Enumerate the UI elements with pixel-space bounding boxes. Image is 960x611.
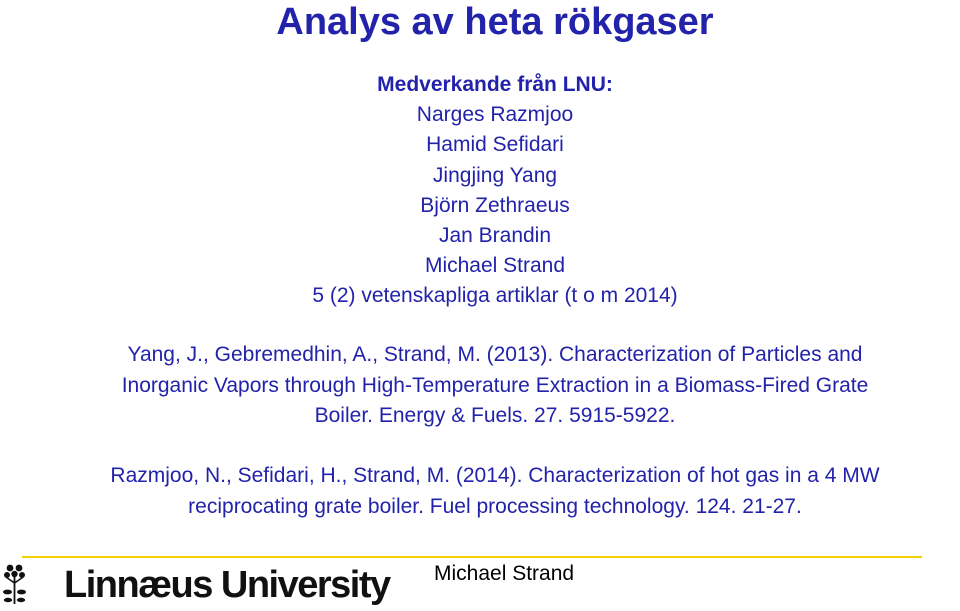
articles-count: 5 (2) vetenskapliga artiklar (t o m 2014) [312,284,678,308]
reference-line: Boiler. Energy & Fuels. 27. 5915-5922. [314,404,676,427]
reference-line: Yang, J., Gebremedhin, A., Strand, M. (2013). Characterization of Particles and [127,343,863,366]
reference-line: reciprocating grate boiler. Fuel processing technology. 124. 21-27. [188,494,802,518]
presenter-name: Michael Strand [434,562,575,585]
contributor-name: Jan Brandin [438,224,552,248]
contributor-name: Jingjing Yang [432,163,558,187]
page-title: Analys av heta rökgaser [276,1,714,43]
contributor-name: Björn Zethraeus [420,193,570,217]
reference-1 [0,340,960,432]
university-name: Linnæus University [64,564,390,606]
contributor-name: Hamid Sefidari [426,133,564,157]
reference-line: Razmjoo, N., Sefidari, H., Strand, M. (2014). Characterization of hot gas in a 4 MW [110,464,880,487]
reference-2 [0,461,960,522]
linnaea-flower-icon [2,562,32,606]
footer-divider [22,556,922,558]
contributors-heading: Medverkande från LNU: [377,73,613,96]
contributors-section [0,70,960,312]
reference-line: Inorganic Vapors through High-Temperature Extraction in a Biomass-Fired Grate [121,373,869,397]
contributor-name: Narges Razmjoo [416,103,574,127]
contributor-name: Michael Strand [424,254,566,278]
university-logo [2,562,402,610]
